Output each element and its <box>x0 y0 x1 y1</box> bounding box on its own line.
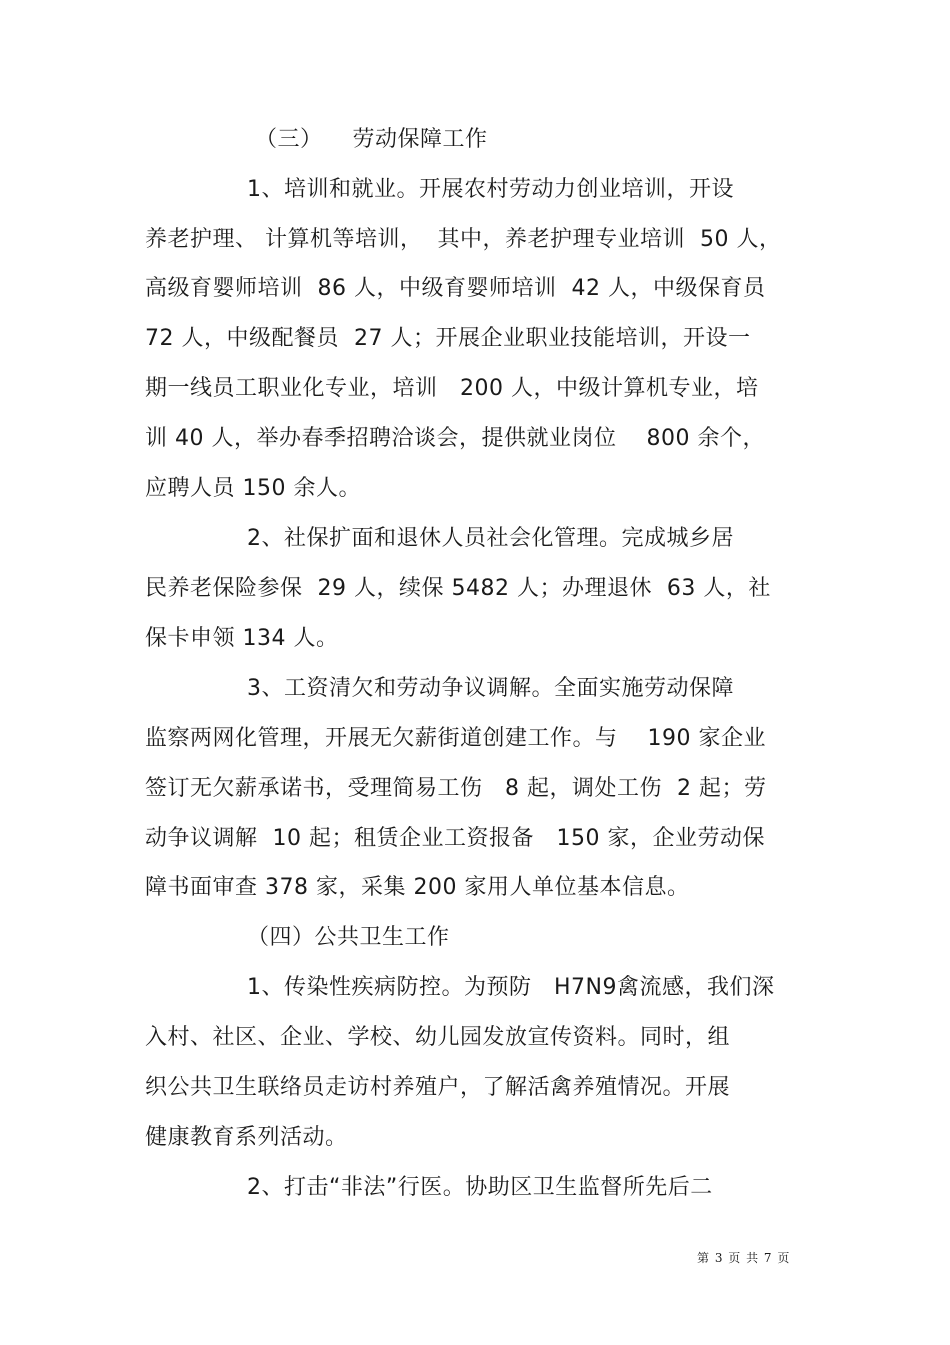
paragraph-line: 民养老保险参保 29 人，续保 5482 人；办理退休 63 人，社 <box>145 576 771 601</box>
paragraph-line: 期一线员工职业化专业，培训 200 人，中级计算机专业，培 <box>145 376 759 401</box>
paragraph-line: 动争议调解 10 起；租赁企业工资报备 150 家，企业劳动保 <box>145 826 765 851</box>
paragraph-line: 保卡申领 134 人。 <box>145 626 339 651</box>
paragraph-line: 入村、社区、企业、学校、幼儿园发放宣传资料。同时，组 <box>145 1025 731 1050</box>
paragraph-line: 签订无欠薪承诺书，受理简易工伤 8 起，调处工伤 2 起；劳 <box>145 776 767 801</box>
paragraph-line: 养老护理、 计算机等培训， 其中，养老护理专业培训 50 人， <box>145 227 782 252</box>
paragraph-line: 健康教育系列活动。 <box>145 1125 348 1150</box>
page-number-footer: 第 3 页 共 7 页 <box>697 1251 791 1265</box>
paragraph-line: 高级育婴师培训 86 人，中级育婴师培训 42 人，中级保育员 <box>145 276 766 301</box>
paragraph-line: 1、传染性疾病防控。为预防 H7N9禽流感，我们深 <box>247 975 775 1000</box>
section-heading-labor: （三） 劳动保障工作 <box>255 127 488 152</box>
paragraph-line: 织公共卫生联络员走访村养殖户，了解活禽养殖情况。开展 <box>145 1075 731 1100</box>
paragraph-line: 训 40 人，举办春季招聘洽谈会，提供就业岗位 800 余个， <box>145 426 765 451</box>
paragraph-line: 监察两网化管理，开展无欠薪街道创建工作。与 190 家企业 <box>145 726 766 751</box>
paragraph-line: 应聘人员 150 余人。 <box>145 476 361 501</box>
paragraph-line: 1、培训和就业。开展农村劳动力创业培训，开设 <box>247 177 734 202</box>
paragraph-line: 3、工资清欠和劳动争议调解。全面实施劳动保障 <box>247 676 734 701</box>
paragraph-line: 72 人，中级配餐员 27 人；开展企业职业技能培训，开设一 <box>145 326 751 351</box>
paragraph-line: 2、打击“非法”行医。协助区卫生监督所先后二 <box>247 1175 713 1200</box>
paragraph-line: 2、社保扩面和退休人员社会化管理。完成城乡居 <box>247 526 734 551</box>
paragraph-line: 障书面审查 378 家，采集 200 家用人单位基本信息。 <box>145 875 690 900</box>
section-heading-health: （四）公共卫生工作 <box>247 925 450 950</box>
